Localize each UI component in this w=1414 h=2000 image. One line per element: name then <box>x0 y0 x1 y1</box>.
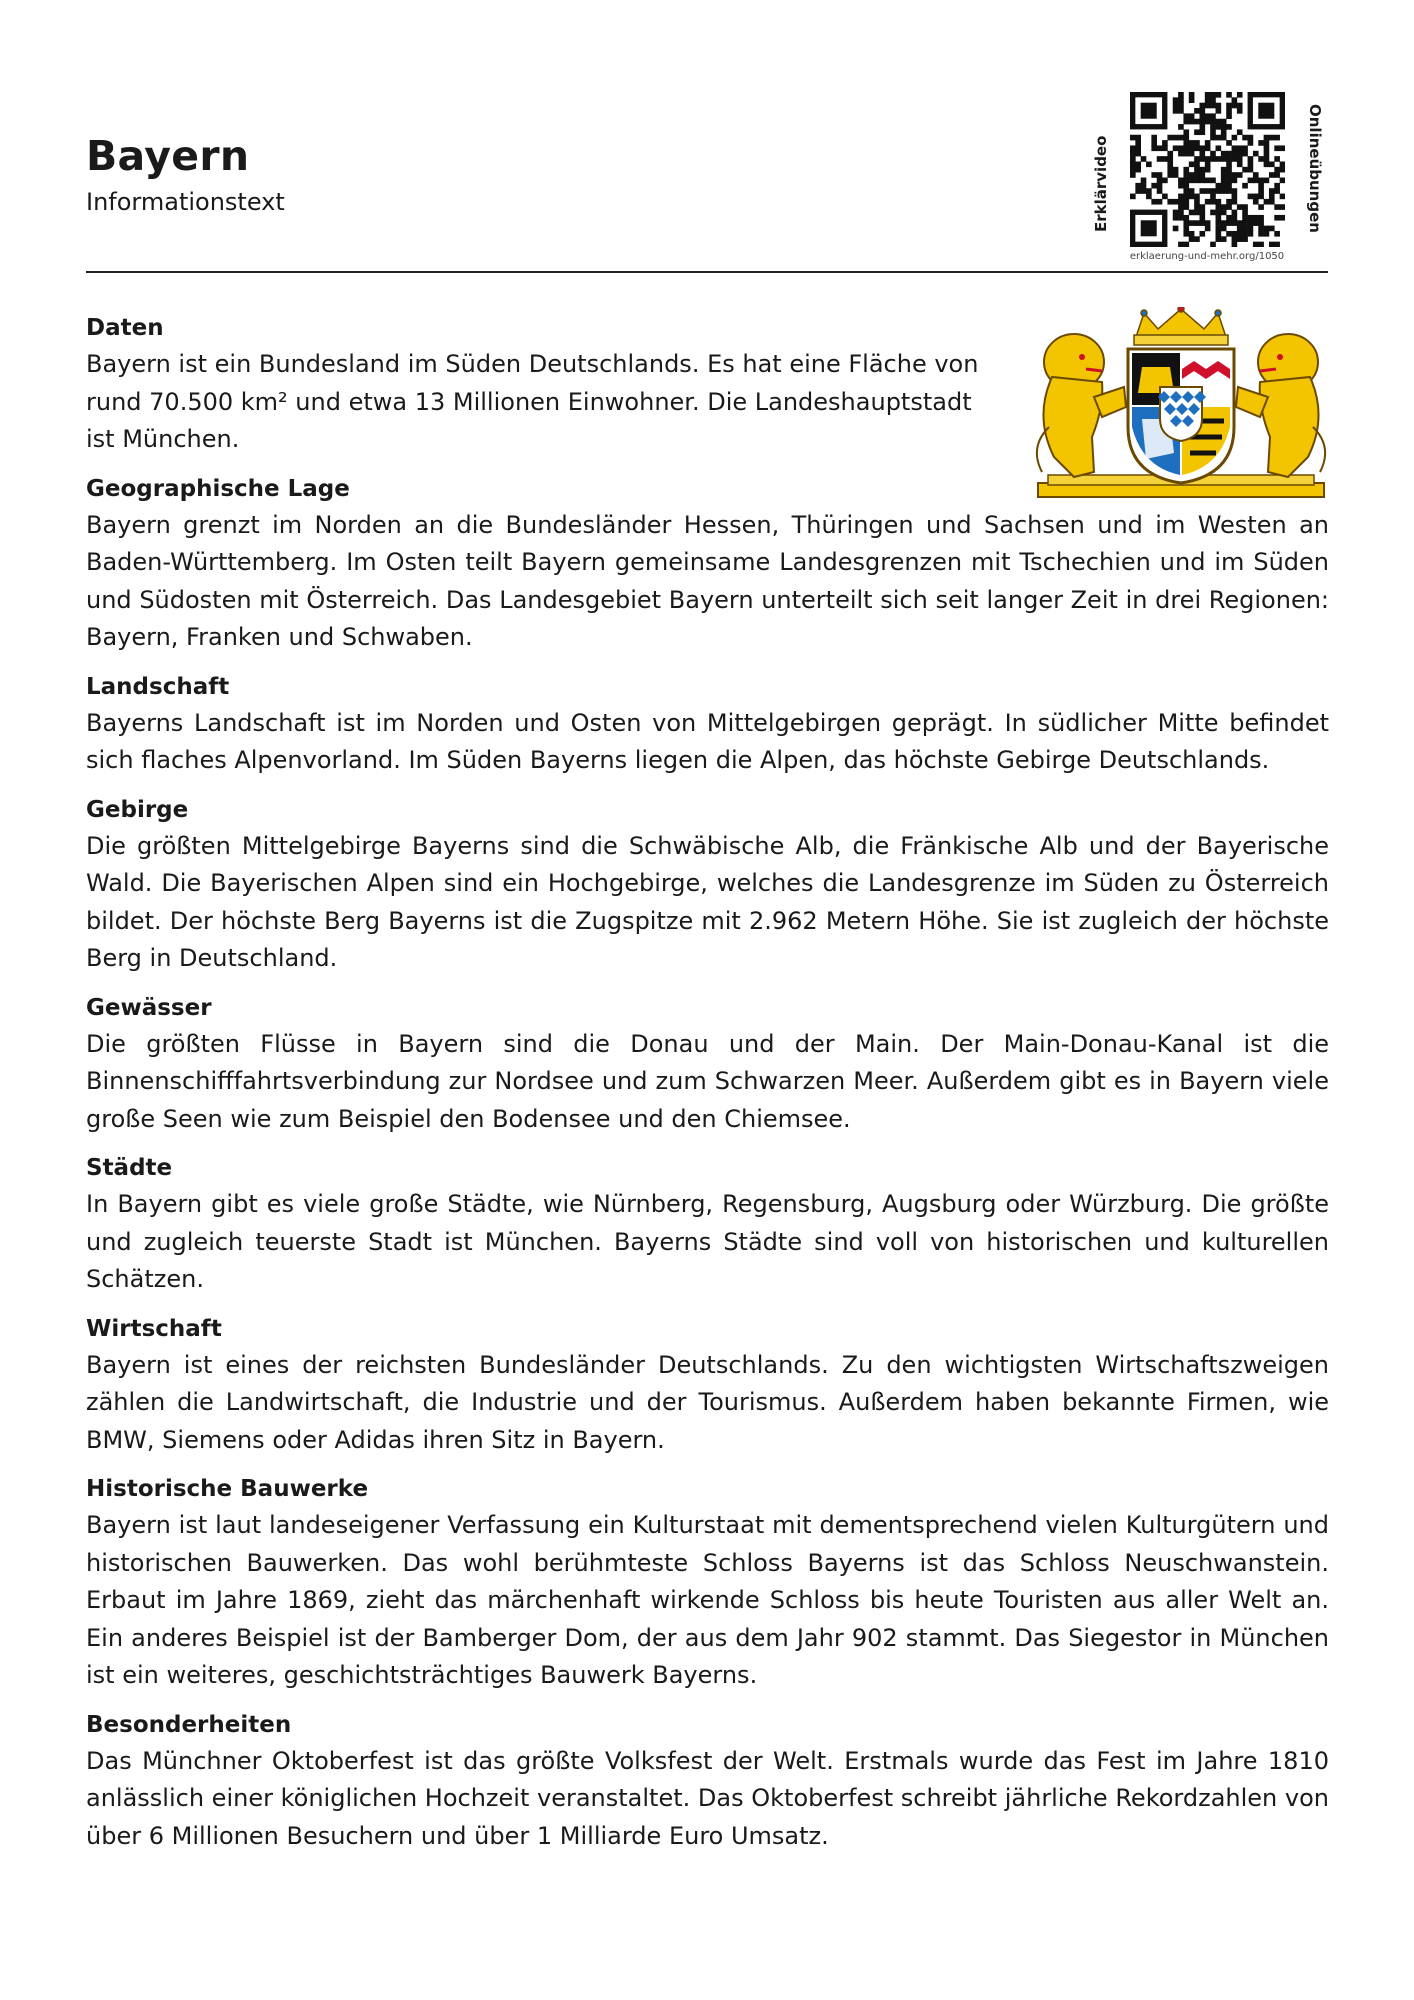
section-heading: Wirtschaft <box>86 1315 222 1342</box>
section-text: Die größten Mittelgebirge Bayerns sind die Schwäbische Alb, die Fränkische Alb und der Bayerische Wald. Die Bayerischen Alpen sind ein Hochgebirge, welches die Landesgrenze im Süden zu Österreich bildet. Der höchste Berg Bayerns ist die Zugspitze mit 2.962 Metern Höhe. Sie ist zugleich der höchste Berg in Deutschland. <box>86 831 1329 972</box>
section-heading: Besonderheiten <box>86 1711 292 1738</box>
article-content <box>86 310 1329 1867</box>
qr-label-exercises: Onlineübungen <box>1306 104 1324 233</box>
section-staedte <box>86 1150 1329 1299</box>
section-text: Das Münchner Oktoberfest ist das größte Volksfest der Welt. Erstmals wurde das Fest im Jahre 1810 anlässlich einer königlichen Hochzeit veranstaltet. Das Oktoberfest schreibt jährliche Rekordzahlen von über 6 Millionen Besuchern und über 1 Milliarde Euro Umsatz. <box>86 1746 1329 1850</box>
header-divider <box>86 271 1328 273</box>
section-text: Bayern ist laut landeseigener Verfassung ein Kulturstaat mit dementsprechend vielen Kulturgütern und historischen Bauwerken. Das wohl berühmteste Schloss Bayerns ist das Schloss Neuschwanstein. Erbaut im Jahre 1869, zieht das märchenhaft wirkende Schloss bis heute Touristen aus aller Welt an. Ein anderes Beispiel ist der Bamberger Dom, der aus dem Jahr 902 stammt. Das Siegestor in München ist ein weiteres, geschichtsträchtiges Bauwerk Bayerns. <box>86 1511 1329 1689</box>
section-heading: Daten <box>86 315 164 341</box>
section-text: In Bayern gibt es viele große Städte, wie Nürnberg, Regensburg, Augsburg oder Würzburg. Die größte und zugleich teuerste Stadt ist München. Bayerns Städte sind voll von historischen und kulturellen Schätzen. <box>86 1190 1329 1293</box>
section-text: Bayern ist eines der reichsten Bundesländer Deutschlands. Zu den wichtigsten Wirtschaftszweigen zählen die Landwirtschaft, die Industrie und der Tourismus. Außerdem haben bekannte Firmen, wie BMW, Siemens oder Adidas ihren Sitz in Bayern. <box>86 1350 1329 1454</box>
section-text: Bayern grenzt im Norden an die Bundesländer Hessen, Thüringen und Sachsen und im Westen an Baden-Württemberg. Im Osten teilt Bayern gemeinsame Landesgrenzen mit Tschechien und im Süden und Südosten mit Österreich. Das Landesgebiet Bayern unterteilt sich seit langer Zeit in drei Regionen: Bayern, Franken und Schwaben. <box>86 510 1329 651</box>
section-landschaft <box>86 669 1329 780</box>
section-text: Bayerns Landschaft ist im Norden und Osten von Mittelgebirgen geprägt. In südlicher Mitte befindet sich flaches Alpenvorland. Im Süden Bayerns liegen die Alpen, das höchste Gebirge Deutschlands. <box>86 708 1329 774</box>
section-heading: Historische Bauwerke <box>86 1476 369 1502</box>
section-wirtschaft <box>86 1311 1329 1460</box>
section-besonderheiten <box>86 1707 1329 1856</box>
section-heading: Geographische Lage <box>86 475 350 502</box>
qr-url: erklaerung-und-mehr.org/1050 <box>1129 251 1285 262</box>
section-heading: Städte <box>86 1155 173 1181</box>
section-daten <box>86 310 1329 459</box>
section-historische-bauwerke <box>86 1471 1329 1695</box>
section-text: Bayern ist ein Bundesland im Süden Deutschlands. Es hat eine Fläche von rund 70.500 km² und etwa 13 Millionen Einwohner. Die Landeshauptstadt ist München. <box>86 350 979 453</box>
section-gebirge <box>86 792 1329 978</box>
section-geographische-lage <box>86 471 1329 657</box>
section-heading: Landschaft <box>86 673 230 700</box>
section-gewaesser <box>86 990 1329 1139</box>
section-heading: Gewässer <box>86 994 212 1021</box>
section-heading: Gebirge <box>86 796 189 823</box>
section-text: Die größten Flüsse in Bayern sind die Donau und der Main. Der Main-Donau-Kanal ist die Binnenschifffahrtsverbindung zur Nordsee und zum Schwarzen Meer. Außerdem gibt es in Bayern viele große Seen wie zum Beispiel den Bodensee und den Chiemsee. <box>86 1029 1329 1133</box>
page-title: Bayern <box>86 132 250 180</box>
page-subtitle: Informationstext <box>86 188 285 216</box>
qr-label-video: Erklärvideo <box>1092 135 1110 232</box>
qr-code-icon[interactable] <box>1130 92 1285 247</box>
